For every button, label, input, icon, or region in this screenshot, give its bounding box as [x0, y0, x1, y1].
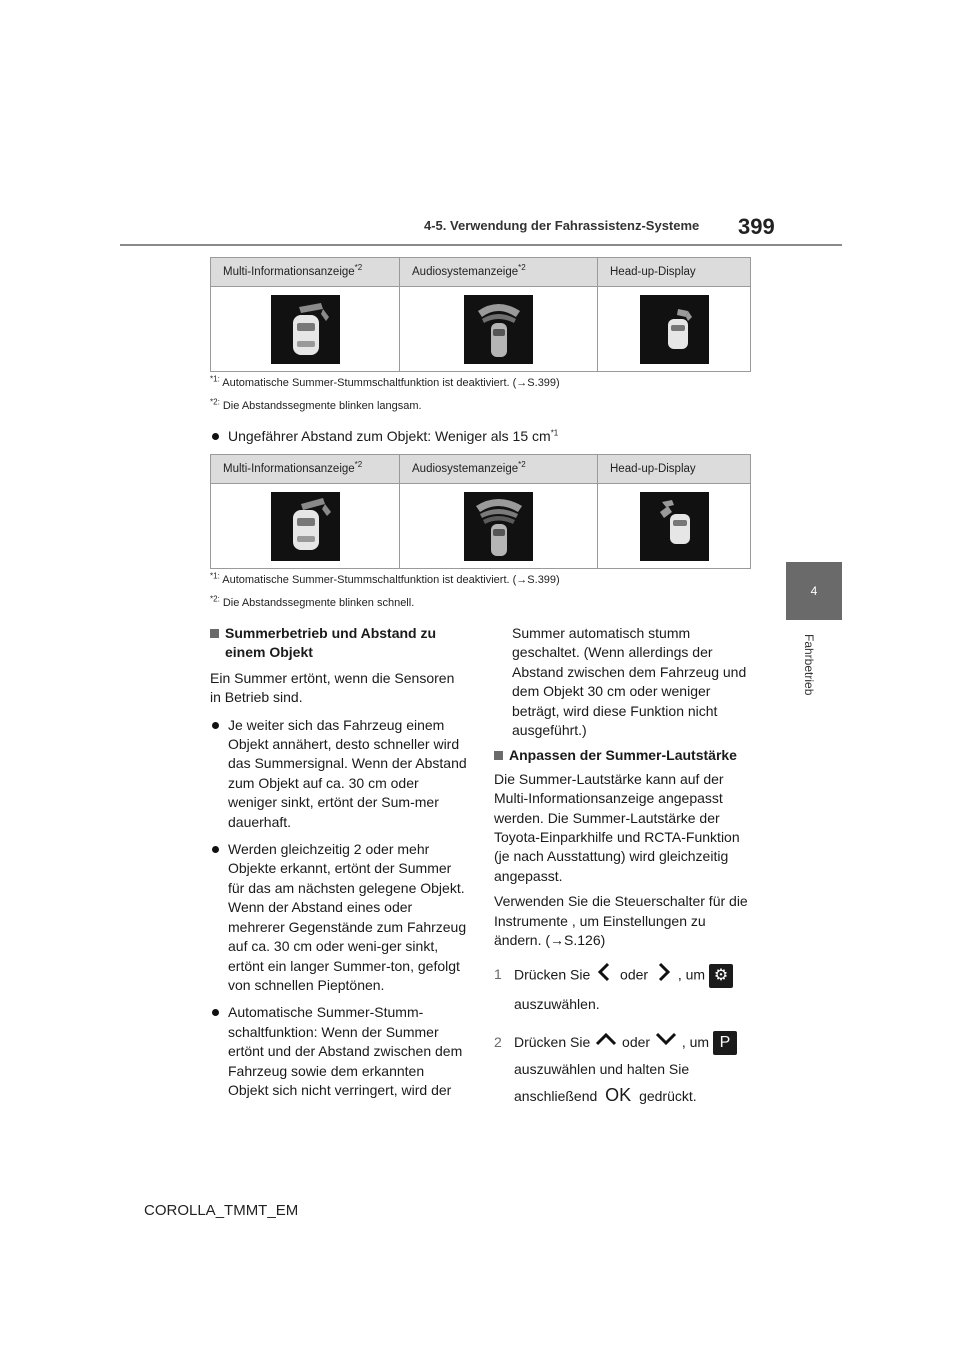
- display-table-fast: [210, 454, 751, 569]
- page-number: 399: [738, 214, 775, 239]
- right-column: [494, 624, 752, 1109]
- chevron-left-icon: [594, 961, 616, 991]
- left-column: [210, 624, 468, 1100]
- display-table-slow: [210, 257, 751, 372]
- distance-bullet: Ungefährer Abstand zum Objekt: Weniger als 15 $cm^{*1}$: [212, 428, 558, 444]
- controls-instruction: Verwenden Sie die Steuerschalter für die Instrumente , um Einstellungen zu ändern. (→S.126): [494, 893, 748, 949]
- chevron-down-icon: [654, 1030, 678, 1056]
- section-title-buzzer: Summerbetrieb und Abstand zu einem Objekt: [210, 624, 468, 663]
- chevron-up-icon: [594, 1030, 618, 1056]
- chapter-tab: [786, 562, 842, 620]
- bullet-item: Automatische Summer-Stumm-schaltfunktion: Wenn der Summer ertönt und der Abstand zwischen dem Fahrzeug sowie dem erkannten Objekt sich nicht verringert, wird der: [210, 1003, 468, 1100]
- table2-footnote-1: $^{*1:}$ Automatische Summer-Stummschaltfunktion ist deaktiviert. (→S.399): [210, 571, 560, 586]
- section-header-title: 4-5. Verwendung der Fahrassistenz-Systeme: [424, 218, 700, 233]
- bullet-item: Je weiter sich das Fahrzeug einem Objekt annähert, desto schneller wird das Summersignal. Wenn der Abstand zum Objekt auf ca. 30 cm oder weniger sinkt, ertönt der Sum-mer dauerhaft.: [210, 716, 468, 832]
- table1-footnote-2: $^{*2:}$ Die Abstandssegmente blinken langsam.: [210, 397, 422, 412]
- cell-multi-info-image: [211, 484, 400, 569]
- col-header-audio: Audiosystemanzeige$^{*2}$: [400, 455, 598, 484]
- bullet-item: Werden gleichzeitig 2 oder mehr Objekte erkannt, ertönt der Summer für das am nächsten gelegene Objekt. Wenn der Abstand eines oder mehrerer Gegenstände zum Fahrzeug auf ca. 30 cm oder weni-ger sinkt, ertönt ein langer Summer-ton, gefolgt von schnellen Pieptönen.: [210, 840, 468, 995]
- col-header-audio: Audiosystemanzeige$^{*2}$: [400, 258, 598, 287]
- cell-audio-image: [400, 287, 598, 372]
- cell-audio-image: [400, 484, 598, 569]
- continuation-text: Summer automatisch stumm geschaltet. (Wenn allerdings der Abstand zwischen dem Fahrzeug und dem Objekt 30 cm oder weniger beträgt, wird diese Funktion nicht ausgeführt.): [512, 625, 747, 739]
- step-1: 1 Drücken Sie oder , um ⚙ auszuwählen.: [494, 961, 752, 1017]
- ok-icon: OK: [605, 1084, 632, 1105]
- section-title-volume: Anpassen der Summer-Lautstärke: [494, 746, 752, 765]
- chevron-right-icon: [652, 961, 674, 991]
- col-header-hud: Head-up-Display: [598, 258, 751, 287]
- chapter-number: 4: [810, 584, 818, 598]
- cell-hud-image: [598, 484, 751, 569]
- cell-hud-image: [598, 287, 751, 372]
- step-2: 2 Drücken Sie oder , um P auszuwählen und halten Sie anschließend OK gedrückt.: [494, 1029, 752, 1109]
- hud-parking-image: [640, 492, 709, 561]
- gear-icon: ⚙: [709, 964, 733, 988]
- cell-multi-info-image: [211, 287, 400, 372]
- multi-info-parking-image: [271, 492, 340, 561]
- col-header-multi-info: Multi-Informationsanzeige$^{*2}$: [211, 455, 400, 484]
- table1-footnote-1: $^{*1:}$ Automatische Summer-Stummschaltfunktion ist deaktiviert. (→S.399): [210, 374, 560, 389]
- header-rule: [120, 244, 842, 246]
- parking-assist-icon: P: [713, 1031, 737, 1055]
- hud-parking-image: [640, 295, 709, 364]
- volume-description: Die Summer-Lautstärke kann auf der Multi-Informationsanzeige angepasst werden. Die Summer-Lautstärke der Toyota-Einparkhilfe und RCTA-Funktion (je nach Ausstattung) wird gleichzeitig angepasst.: [494, 770, 740, 884]
- col-header-hud: Head-up-Display: [598, 455, 751, 484]
- table2-footnote-2: $^{*2:}$ Die Abstandssegmente blinken schnell.: [210, 594, 415, 609]
- chapter-label-box: [786, 634, 842, 724]
- col-header-multi-info: Multi-Informationsanzeige$^{*2}$: [211, 258, 400, 287]
- audio-parking-image: [464, 492, 533, 561]
- audio-parking-image: [464, 295, 533, 364]
- chapter-label: Fahrbetrieb: [802, 634, 816, 696]
- intro-text: Ein Summer ertönt, wenn die Sensoren in Betrieb sind.: [210, 669, 455, 706]
- multi-info-parking-image: [271, 295, 340, 364]
- footer-code: COROLLA_TMMT_EM: [144, 1202, 299, 1219]
